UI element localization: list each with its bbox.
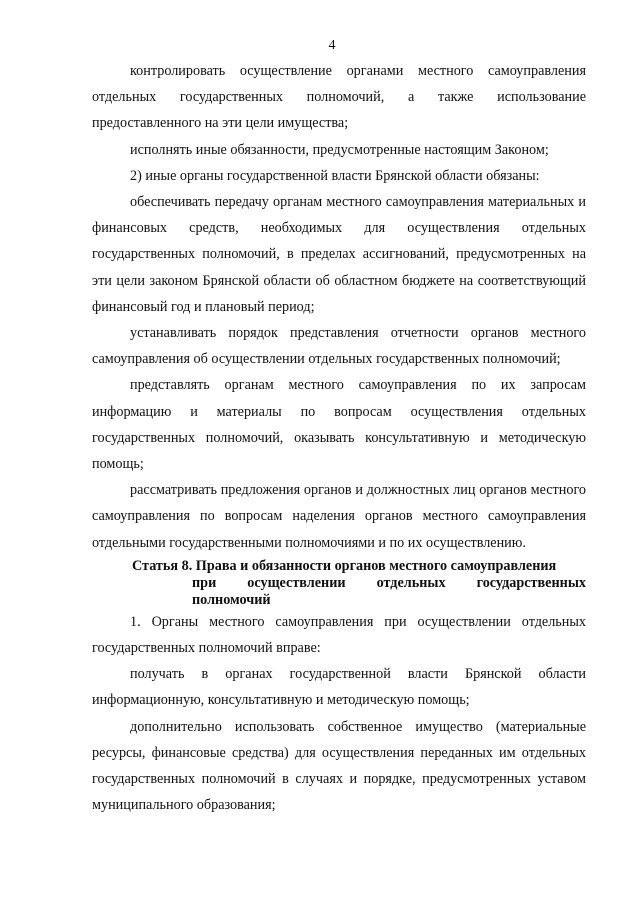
paragraph-bodies-entitled: 1. Органы местного самоуправления при осуществлении отдельных государственных полномочий вправе: — [92, 613, 586, 657]
paragraph-provide-information: представлять органам местного самоуправления по их запросам информацию и материалы по вопросам осуществления отдельных государственных полномочий, оказывать консультативную и методическую помощь; — [92, 377, 586, 473]
document-body — [92, 58, 586, 818]
article-8-heading — [92, 558, 586, 609]
paragraph-reporting-procedure: устанавливать порядок представления отчетности органов местного самоуправления об осуществлении отдельных государственных полномочий; — [92, 325, 586, 368]
paragraph-other-bodies-obliged: 2) иные органы государственной власти Брянской области обязаны: — [130, 167, 540, 184]
article-8-heading-line-1: Статья 8. Права и обязанности органов местного самоуправления — [132, 557, 557, 574]
paragraph-receive-assistance: получать в органах государственной власти Брянской области информационную, консультативную и методическую помощь; — [92, 666, 586, 709]
page-number: 4 — [328, 38, 336, 53]
article-8-heading-line-2: при осуществлении отдельных государственных — [192, 574, 586, 591]
paragraph-consider-proposals: рассматривать предложения органов и должностных лиц органов местного самоуправления по вопросам наделения органов местного самоуправления отдельными государственными полномочиями и по их осуществлению. — [92, 482, 586, 551]
paragraph-use-own-property: дополнительно использовать собственное имущество (материальные ресурсы, финансовые средства) для осуществления переданных им отдельных государственных полномочий в случаях и порядке, предусмотренных уставом муниципального образования; — [92, 718, 586, 814]
paragraph-ensure-transfer: обеспечивать передачу органам местного самоуправления материальных и финансовых средств, необходимых для осуществления отдельных государственных полномочий, в пределах ассигнований, предусмотренных на эти цели законом Брянской области об областном бюджете на соответствующий финансовый год и плановый период; — [92, 194, 586, 315]
article-8-heading-line-3: полномочий — [192, 591, 271, 608]
paragraph-control-duty: контролировать осуществление органами местного самоуправления отдельных государственных полномочий, а также использование предоставленного на эти цели имущества; — [92, 63, 586, 132]
paragraph-other-duties: исполнять иные обязанности, предусмотренные настоящим Законом; — [130, 141, 549, 158]
